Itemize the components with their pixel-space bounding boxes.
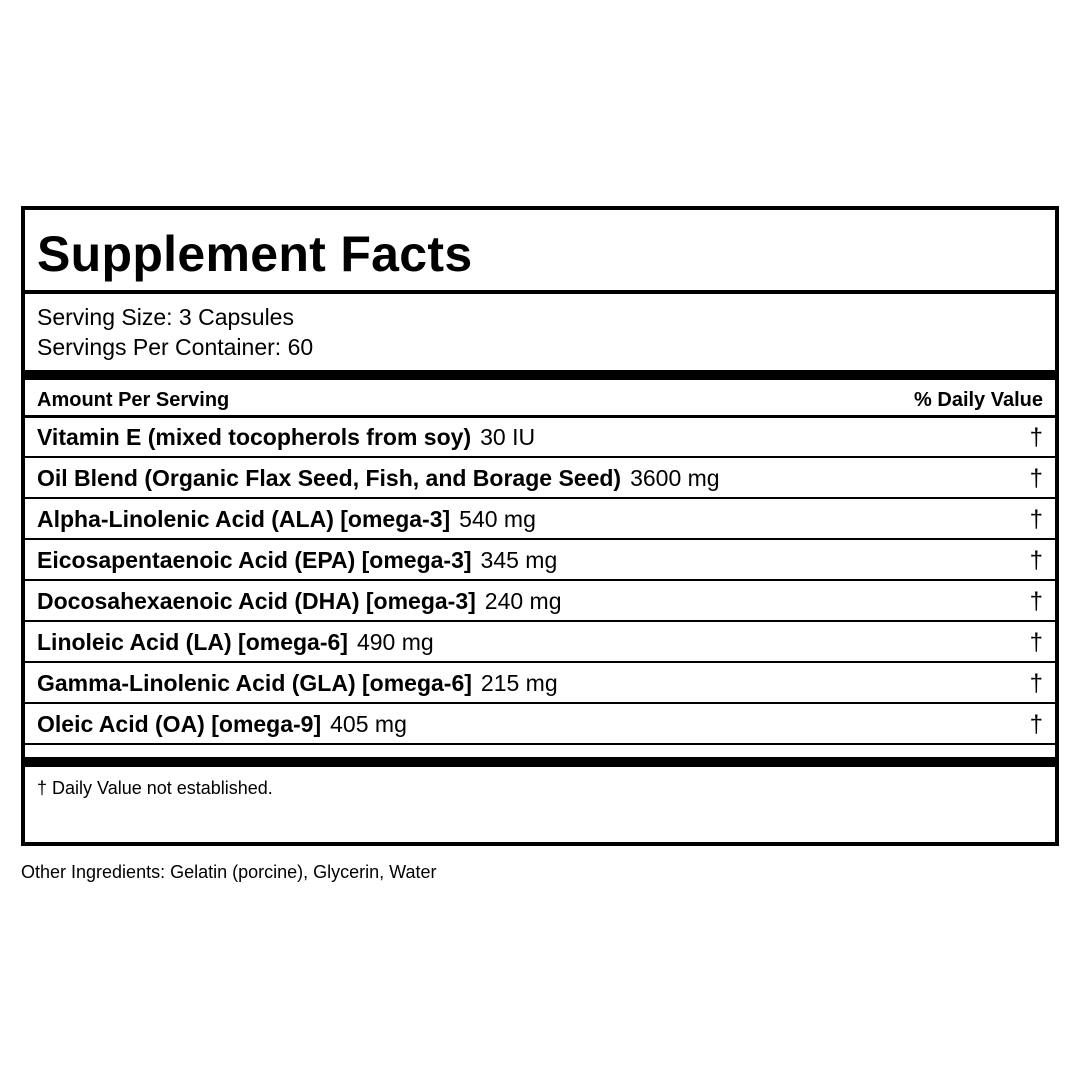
thick-divider-bottom (25, 757, 1055, 767)
nutrient-name: Docosahexaenoic Acid (DHA) [omega-3] (37, 588, 476, 614)
serving-size: Serving Size: 3 Capsules (37, 304, 294, 330)
panel-title: Supplement Facts (37, 226, 473, 282)
nutrient-amount: 3600 mg (630, 465, 720, 491)
daily-value-footnote: † Daily Value not established. (37, 778, 273, 798)
nutrient-name: Eicosapentaenoic Acid (EPA) [omega-3] (37, 547, 472, 573)
daily-value-dagger: † (1029, 547, 1043, 574)
amount-per-serving-header: Amount Per Serving (37, 389, 230, 411)
nutrient-row (25, 458, 1055, 499)
nutrient-amount: 540 mg (459, 506, 536, 532)
daily-value-dagger: † (1029, 506, 1043, 533)
nutrient-amount: 215 mg (480, 670, 558, 696)
nutrient-rows (25, 417, 1055, 745)
nutrient-row (25, 540, 1055, 581)
nutrient-row (25, 499, 1055, 540)
nutrient-row (25, 622, 1055, 663)
title-divider (25, 290, 1055, 294)
nutrient-amount: 490 mg (356, 629, 434, 655)
daily-value-dagger: † (1029, 588, 1043, 615)
daily-value-dagger: † (1029, 629, 1043, 656)
daily-value-dagger: † (1029, 711, 1043, 738)
nutrient-amount: 405 mg (330, 711, 407, 737)
nutrient-row (25, 663, 1055, 704)
nutrient-name: Alpha-Linolenic Acid (ALA) [omega-3] (37, 506, 451, 532)
daily-value-dagger: † (1029, 424, 1043, 451)
nutrient-name: Vitamin E (mixed tocopherols from soy) (37, 424, 472, 450)
nutrient-amount: 345 mg (480, 547, 558, 573)
daily-value-header: % Daily Value (914, 389, 1043, 411)
daily-value-dagger: † (1029, 465, 1043, 492)
nutrient-name: Linoleic Acid (LA) [omega-6] (37, 629, 348, 655)
nutrient-name: Oil Blend (Organic Flax Seed, Fish, and Borage Seed) (37, 465, 622, 491)
nutrient-name: Gamma-Linolenic Acid (GLA) [omega-6] (37, 670, 472, 696)
supplement-facts-panel (21, 206, 1059, 846)
nutrient-row (25, 417, 1055, 458)
thick-divider-top (25, 370, 1055, 380)
other-ingredients: Other Ingredients: Gelatin (porcine), Glycerin, Water (21, 862, 437, 882)
nutrient-row (25, 704, 1055, 745)
daily-value-dagger: † (1029, 670, 1043, 697)
servings-per-container: Servings Per Container: 60 (37, 334, 314, 360)
nutrient-amount: 30 IU (480, 424, 536, 450)
nutrient-amount: 240 mg (484, 588, 562, 614)
nutrient-row (25, 581, 1055, 622)
nutrient-name: Oleic Acid (OA) [omega-9] (37, 711, 322, 737)
